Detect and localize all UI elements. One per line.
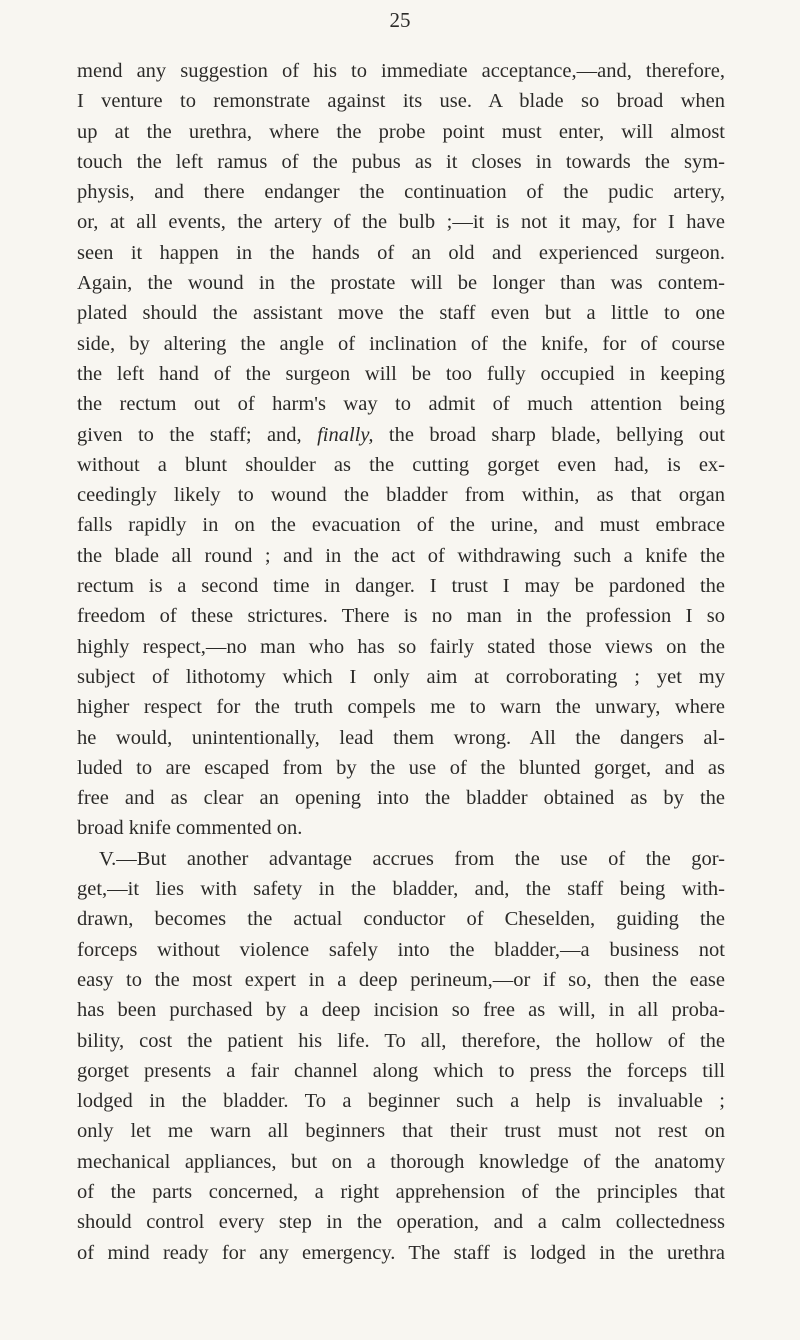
text-line: has been purchased by a deep incision so free as will, in all proba- bbox=[77, 999, 725, 1022]
text-line: of the parts concerned, a right apprehension of the principles that bbox=[77, 1180, 725, 1203]
text-line: without a blunt shoulder as the cutting gorget even had, is ex- bbox=[77, 453, 725, 476]
text-line: drawn, becomes the actual conductor of Cheselden, guiding the bbox=[77, 908, 725, 931]
text-line bbox=[77, 420, 725, 450]
text-line-paragraph-end: broad knife commented on. bbox=[77, 817, 303, 840]
text-line: forceps without violence safely into the bladder,—a business not bbox=[77, 938, 725, 961]
text-line: the left hand of the surgeon will be too fully occupied in keeping bbox=[77, 362, 725, 385]
text-line: lodged in the bladder. To a beginner such a help is invaluable ; bbox=[77, 1090, 725, 1113]
text-line: physis, and there endanger the continuation of the pudic artery, bbox=[77, 181, 725, 204]
text-line: bility, cost the patient his life. To all, therefore, the hollow of the bbox=[77, 1029, 725, 1052]
text-line: easy to the most expert in a deep perineum,—or if so, then the ease bbox=[77, 968, 725, 991]
text-line: luded to are escaped from by the use of the blunted gorget, and as bbox=[77, 756, 725, 779]
text-line: mend any suggestion of his to immediate acceptance,—and, therefore, bbox=[77, 60, 725, 82]
text-line: only let me warn all beginners that their trust must not rest on bbox=[77, 1120, 725, 1143]
italic-emphasis: finally, bbox=[317, 423, 374, 446]
text-line: he would, unintentionally, lead them wrong. All the dangers al- bbox=[77, 726, 725, 749]
text-line: highly respect,—no man who has so fairly stated those views on the bbox=[77, 635, 725, 658]
text-line: gorget presents a fair channel along which to press the forceps till bbox=[77, 1059, 725, 1082]
text-segment: the broad sharp blade, bellying out bbox=[373, 423, 725, 446]
text-line: the blade all round ; and in the act of withdrawing such a knife the bbox=[77, 544, 725, 567]
page-number: 25 bbox=[389, 8, 411, 32]
body-text bbox=[77, 56, 725, 1268]
text-line: ceedingly likely to wound the bladder from within, as that organ bbox=[77, 484, 725, 507]
text-line: touch the left ramus of the pubus as it closes in towards the sym- bbox=[77, 150, 725, 173]
text-line: plated should the assistant move the staff even but a little to one bbox=[77, 302, 725, 325]
text-line: up at the urethra, where the probe point must enter, will almost bbox=[77, 120, 725, 143]
text-line: mechanical appliances, but on a thorough knowledge of the anatomy bbox=[77, 1150, 725, 1173]
text-line: rectum is a second time in danger. I trust I may be pardoned the bbox=[77, 575, 725, 598]
text-line: get,—it lies with safety in the bladder, and, the staff being with- bbox=[77, 878, 725, 901]
text-line: I venture to remonstrate against its use. A blade so broad when bbox=[77, 90, 725, 113]
text-line-paragraph-start: V.—But another advantage accrues from the use of the gor- bbox=[99, 847, 725, 870]
text-line: Again, the wound in the prostate will be longer than was contem- bbox=[77, 272, 725, 295]
text-line: falls rapidly in on the evacuation of the urine, and must embrace bbox=[77, 514, 725, 537]
text-line: or, at all events, the artery of the bulb ;—it is not it may, for I have bbox=[77, 211, 725, 234]
text-line: of mind ready for any emergency. The staff is lodged in the urethra bbox=[77, 1241, 725, 1264]
text-line: the rectum out of harm's way to admit of much attention being bbox=[77, 393, 725, 416]
text-line: free and as clear an opening into the bladder obtained as by the bbox=[77, 787, 725, 810]
text-line: should control every step in the operation, and a calm collectedness bbox=[77, 1211, 725, 1234]
text-line: subject of lithotomy which I only aim at corroborating ; yet my bbox=[77, 665, 725, 688]
text-line: freedom of these strictures. There is no man in the profession I so bbox=[77, 605, 725, 628]
text-line: higher respect for the truth compels me to warn the unwary, where bbox=[77, 696, 725, 719]
text-line: seen it happen in the hands of an old and experienced surgeon. bbox=[77, 241, 725, 264]
text-segment: given to the staff; and, bbox=[77, 423, 318, 446]
text-line: side, by altering the angle of inclination of the knife, for of course bbox=[77, 332, 725, 355]
